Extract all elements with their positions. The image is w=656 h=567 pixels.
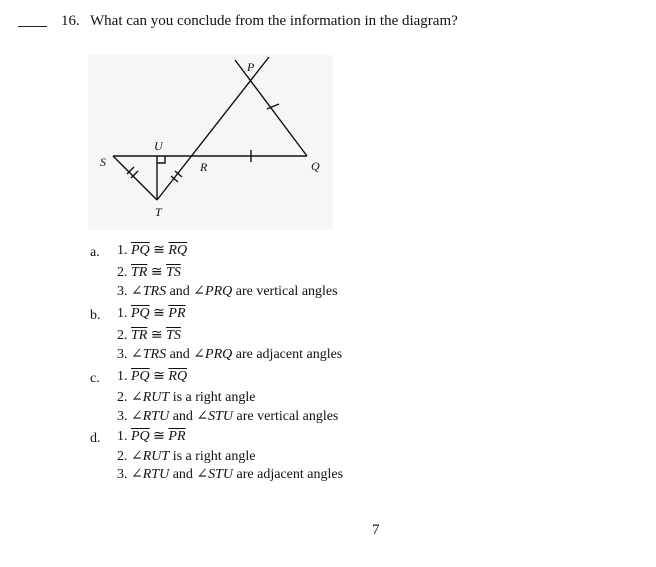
segment: $\overline{RQ}$ <box>168 243 188 258</box>
choice-b-line-1 <box>117 305 186 322</box>
segment: $\overline{PQ}$ <box>131 369 150 384</box>
segment: $\overline{TS}$ <box>166 265 181 280</box>
line-number: 1. <box>117 369 128 384</box>
line-number: 3. <box>117 467 128 482</box>
conjunction: and <box>169 284 190 299</box>
line-number: 2. <box>117 449 128 464</box>
choice-a-line-2 <box>117 264 181 281</box>
congruent-symbol: ≅ <box>153 306 165 321</box>
segment: $\overline{PQ}$ <box>131 306 150 321</box>
angle: ∠STU <box>196 467 234 482</box>
question-number: 16. <box>61 13 80 29</box>
choice-b-letter: b. <box>90 308 101 323</box>
line-number: 1. <box>117 243 128 258</box>
line-number: 3. <box>117 284 128 299</box>
congruent-symbol: ≅ <box>153 243 165 258</box>
angle: ∠PRQ <box>193 284 233 299</box>
angle: ∠RTU <box>131 467 170 482</box>
choice-b-line-3 <box>117 346 342 363</box>
congruent-symbol: ≅ <box>153 369 165 384</box>
segment: $\overline{PR}$ <box>168 429 186 444</box>
angle: ∠RUT <box>131 390 170 405</box>
congruent-symbol: ≅ <box>150 328 163 343</box>
double-tick-st <box>127 167 138 178</box>
segment: $\overline{TR}$ <box>131 328 148 343</box>
choice-a-line-1 <box>90 242 187 259</box>
segment: $\overline{PQ}$ <box>131 429 150 444</box>
conjunction: and <box>172 409 193 424</box>
angle: ∠PRQ <box>193 347 233 362</box>
label-p: P <box>247 60 255 74</box>
conjunction: and <box>169 347 190 362</box>
choice-a-letter: a. <box>90 245 100 260</box>
congruent-symbol: ≅ <box>150 265 163 280</box>
choice-c-letter: c. <box>90 371 100 386</box>
line-number: 3. <box>117 347 128 362</box>
segment: $\overline{RQ}$ <box>168 369 188 384</box>
choice-c-line-3 <box>117 408 338 425</box>
line-number: 1. <box>117 429 128 444</box>
statement: are vertical angles <box>235 284 338 299</box>
statement: are adjacent angles <box>236 467 344 482</box>
segment: $\overline{TS}$ <box>166 328 181 343</box>
label-u: U <box>154 139 163 153</box>
label-q: Q <box>311 159 320 173</box>
statement: are vertical angles <box>236 409 339 424</box>
statement: is a right angle <box>172 449 256 464</box>
angle: ∠TRS <box>131 347 167 362</box>
question-text: What can you conclude from the information in the diagram? <box>90 13 458 29</box>
angle: ∠RUT <box>131 449 170 464</box>
choice-d-line-2 <box>117 448 256 465</box>
line-number: 2. <box>117 390 128 405</box>
line-number: 1. <box>117 306 128 321</box>
choice-d-letter: d. <box>90 431 101 446</box>
choice-c-line-1 <box>117 368 187 385</box>
label-t: T <box>155 205 162 219</box>
congruent-symbol: ≅ <box>153 429 165 444</box>
line-number: 3. <box>117 409 128 424</box>
segment: $\overline{TR}$ <box>131 265 148 280</box>
right-angle-mark <box>157 156 165 163</box>
label-r: R <box>200 160 208 174</box>
statement: are adjacent angles <box>235 347 343 362</box>
statement: is a right angle <box>172 390 256 405</box>
line-number: 2. <box>117 265 128 280</box>
segment: $\overline{PQ}$ <box>131 243 150 258</box>
label-s: S <box>100 155 106 169</box>
segment-st <box>113 156 157 200</box>
segment: $\overline{PR}$ <box>168 306 186 321</box>
page-number: 7 <box>372 522 380 538</box>
angle: ∠TRS <box>131 284 167 299</box>
choice-c-line-2 <box>117 389 256 406</box>
angle: ∠RTU <box>131 409 170 424</box>
conjunction: and <box>172 467 193 482</box>
choice-a-line-3 <box>117 283 338 300</box>
choice-d-line-1 <box>117 428 186 445</box>
choice-d-line-3 <box>117 466 343 483</box>
line-number: 2. <box>117 328 128 343</box>
choice-b-line-2 <box>117 327 181 344</box>
angle: ∠STU <box>196 409 234 424</box>
